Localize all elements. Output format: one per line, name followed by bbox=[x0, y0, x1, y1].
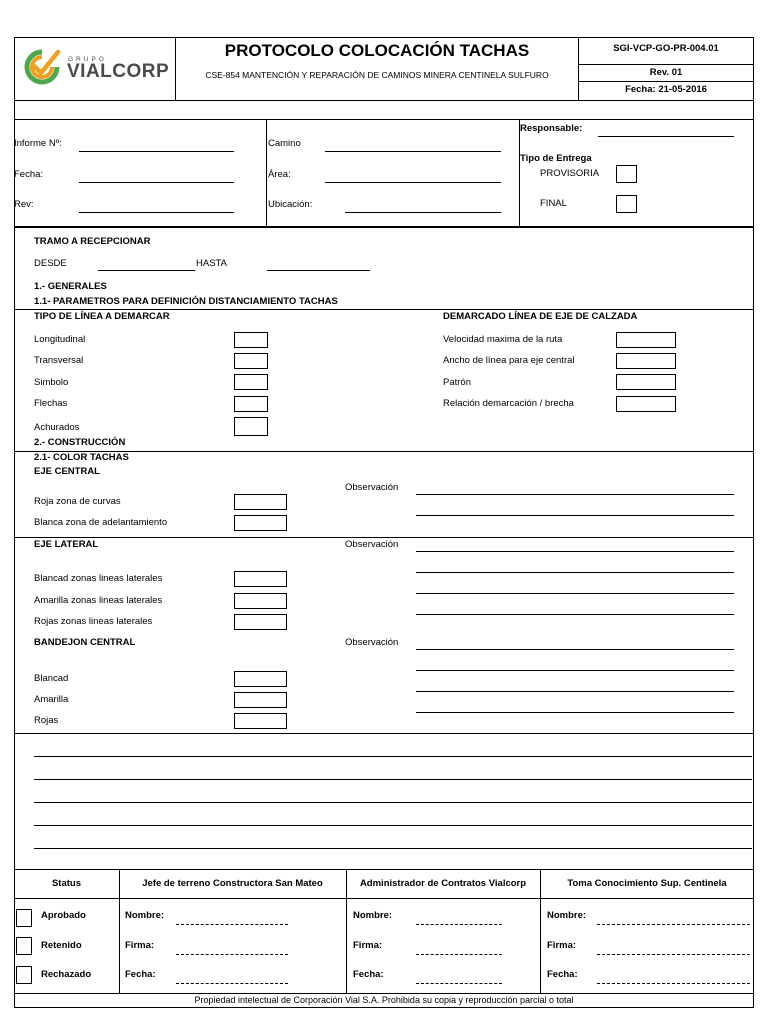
eje-lateral-item: Rojas zonas lineas laterales bbox=[34, 616, 153, 627]
observacion-line[interactable] bbox=[416, 691, 734, 692]
provisoria-label: PROVISORIA bbox=[540, 168, 600, 179]
footer-text: Propiedad intelectual de Corporación Vial S.A. Prohibida su copia y reproducción parcial o total bbox=[194, 995, 574, 1005]
notes-line[interactable] bbox=[34, 848, 752, 849]
notes-line[interactable] bbox=[34, 779, 752, 780]
patron-box[interactable] bbox=[616, 374, 676, 390]
generales-heading: 1.- GENERALES bbox=[34, 281, 107, 292]
camino-label: Camino bbox=[268, 138, 301, 149]
toma-conocimiento-heading: Toma Conocimiento Sup. Centinela bbox=[567, 878, 727, 889]
col3-firma-label: Firma: bbox=[547, 940, 577, 951]
rojas-laterales-box[interactable] bbox=[234, 614, 287, 630]
col1-fecha-label: Fecha: bbox=[125, 969, 156, 980]
col3-nombre-field[interactable] bbox=[597, 924, 750, 925]
rojas-bandejon-box[interactable] bbox=[234, 713, 287, 729]
col1-fecha-field[interactable] bbox=[176, 983, 288, 984]
status-rechazado: Rechazado bbox=[41, 969, 92, 980]
col2-firma-field[interactable] bbox=[416, 954, 502, 955]
tipo-entrega-label: Tipo de Entrega bbox=[520, 153, 592, 164]
col1-nombre-label: Nombre: bbox=[125, 910, 165, 921]
spacer-band bbox=[14, 100, 754, 120]
tipo-linea-item: Transversal bbox=[34, 355, 84, 366]
flechas-box[interactable] bbox=[234, 396, 268, 412]
retenido-checkbox[interactable] bbox=[16, 937, 32, 955]
amarilla-laterales-box[interactable] bbox=[234, 593, 287, 609]
page-title: PROTOCOLO COLOCACIÓN TACHAS bbox=[224, 41, 530, 60]
eje-lateral-item: Blancad zonas lineas laterales bbox=[34, 573, 163, 584]
achurados-box[interactable] bbox=[234, 417, 268, 436]
blanca-laterales-box[interactable] bbox=[234, 571, 287, 587]
final-label: FINAL bbox=[540, 198, 567, 209]
blanca-bandejon-box[interactable] bbox=[234, 671, 287, 687]
final-checkbox[interactable] bbox=[616, 195, 637, 213]
administrador-heading: Administrador de Contratos Vialcorp bbox=[359, 878, 527, 889]
blanca-adelantamiento-box[interactable] bbox=[234, 515, 287, 531]
notes-line[interactable] bbox=[34, 756, 752, 757]
signatures-header-rule bbox=[14, 898, 754, 899]
observacion-line[interactable] bbox=[416, 494, 734, 495]
hasta-label: HASTA bbox=[196, 258, 227, 269]
logo-check-icon bbox=[22, 46, 62, 88]
amarilla-bandejon-box[interactable] bbox=[234, 692, 287, 708]
eje-lateral-section bbox=[14, 537, 754, 734]
document-code: SGI-VCP-GO-PR-004.01 bbox=[613, 43, 719, 54]
jefe-terreno-heading: Jefe de terreno Constructora San Mateo bbox=[142, 878, 323, 889]
col3-firma-field[interactable] bbox=[597, 954, 750, 955]
camino-field[interactable] bbox=[325, 151, 501, 152]
tipo-linea-item: Simbolo bbox=[34, 377, 69, 388]
roja-curvas-box[interactable] bbox=[234, 494, 287, 510]
bandejon-item: Amarilla bbox=[34, 694, 69, 705]
fecha-field[interactable] bbox=[79, 182, 234, 183]
bandejon-item: Blancad bbox=[34, 673, 69, 684]
longitudinal-box[interactable] bbox=[234, 332, 268, 348]
desde-field[interactable] bbox=[98, 270, 195, 271]
demarcado-title: DEMARCADO LÍNEA DE EJE DE CALZADA bbox=[443, 311, 638, 322]
page-subtitle: CSE-854 MANTENCIÓN Y REPARACIÓN DE CAMINOS MINERA CENTINELA SULFURO bbox=[205, 70, 549, 80]
status-aprobado: Aprobado bbox=[41, 910, 86, 921]
info-divider-2 bbox=[519, 119, 520, 227]
col3-fecha-label: Fecha: bbox=[547, 969, 578, 980]
parametros-rule bbox=[14, 309, 754, 310]
rechazado-checkbox[interactable] bbox=[16, 966, 32, 984]
status-heading: Status bbox=[51, 878, 82, 889]
tipo-linea-item: Achurados bbox=[34, 422, 80, 433]
rev-label: Rev: bbox=[14, 199, 34, 210]
observacion-line[interactable] bbox=[416, 712, 734, 713]
col2-nombre-label: Nombre: bbox=[353, 910, 393, 921]
col2-fecha-field[interactable] bbox=[416, 983, 502, 984]
ubicacion-field[interactable] bbox=[345, 212, 501, 213]
velocidad-box[interactable] bbox=[616, 332, 676, 348]
observacion-label: Observación bbox=[345, 637, 399, 648]
ubicacion-label: Ubicación: bbox=[268, 199, 313, 210]
col1-firma-label: Firma: bbox=[125, 940, 155, 951]
area-field[interactable] bbox=[325, 182, 501, 183]
tipo-linea-item: Flechas bbox=[34, 398, 68, 409]
revision: Rev. 01 bbox=[649, 67, 683, 78]
company-logo bbox=[20, 44, 172, 92]
informe-label: Informe Nº: bbox=[14, 138, 62, 149]
observacion-line[interactable] bbox=[416, 551, 734, 552]
hasta-field[interactable] bbox=[267, 270, 370, 271]
color-tachas-heading: 2.1- COLOR TACHAS bbox=[34, 452, 129, 463]
observacion-line[interactable] bbox=[416, 572, 734, 573]
col1-nombre-field[interactable] bbox=[176, 924, 288, 925]
observacion-line[interactable] bbox=[416, 515, 734, 516]
eje-central-item: Roja zona de curvas bbox=[34, 496, 121, 507]
area-label: Área: bbox=[268, 169, 291, 180]
eje-lateral-item: Amarilla zonas lineas laterales bbox=[34, 595, 163, 606]
responsable-label: Responsable: bbox=[520, 123, 583, 134]
status-retenido: Retenido bbox=[41, 940, 82, 951]
notes-line[interactable] bbox=[34, 825, 752, 826]
responsable-field[interactable] bbox=[598, 136, 734, 137]
ancho-linea-box[interactable] bbox=[616, 353, 676, 369]
demarcado-item: Patrón bbox=[443, 377, 471, 388]
observacion-line[interactable] bbox=[416, 593, 734, 594]
tipo-linea-item: Longitudinal bbox=[34, 334, 86, 345]
revision-date: Fecha: 21-05-2016 bbox=[625, 84, 707, 95]
col1-firma-field[interactable] bbox=[176, 954, 288, 955]
tramo-title: TRAMO A RECEPCIONAR bbox=[34, 236, 151, 247]
construccion-heading: 2.- CONSTRUCCIÓN bbox=[34, 437, 126, 448]
demarcado-item: Velocidad maxima de la ruta bbox=[443, 334, 563, 345]
tipo-linea-title: TIPO DE LÍNEA A DEMARCAR bbox=[34, 311, 170, 322]
fecha-label: Fecha: bbox=[14, 169, 44, 180]
informe-field[interactable] bbox=[79, 151, 234, 152]
col2-fecha-label: Fecha: bbox=[353, 969, 384, 980]
observacion-line[interactable] bbox=[416, 614, 734, 615]
rev-field[interactable] bbox=[79, 212, 234, 213]
observacion-line[interactable] bbox=[416, 670, 734, 671]
observacion-label: Observación bbox=[345, 539, 399, 550]
bandejon-heading: BANDEJON CENTRAL bbox=[34, 637, 136, 648]
logo-main-text: VIALCORP bbox=[67, 61, 170, 82]
eje-lateral-heading: EJE LATERAL bbox=[34, 539, 99, 550]
aprobado-checkbox[interactable] bbox=[16, 909, 32, 927]
eje-central-item: Blanca zona de adelantamiento bbox=[34, 517, 168, 528]
col2-firma-label: Firma: bbox=[353, 940, 383, 951]
bandejon-item: Rojas bbox=[34, 715, 59, 726]
simbolo-box[interactable] bbox=[234, 374, 268, 390]
parametros-heading: 1.1- PARAMETROS PARA DEFINICIÓN DISTANCIAMIENTO TACHAS bbox=[34, 296, 338, 307]
col3-nombre-label: Nombre: bbox=[547, 910, 587, 921]
observacion-line[interactable] bbox=[416, 649, 734, 650]
transversal-box[interactable] bbox=[234, 353, 268, 369]
logo-top-text: GRUPO bbox=[68, 56, 107, 63]
header-rule-1 bbox=[578, 64, 754, 65]
demarcado-item: Relación demarcación / brecha bbox=[443, 398, 574, 409]
col2-nombre-field[interactable] bbox=[416, 924, 502, 925]
desde-label: DESDE bbox=[34, 258, 67, 269]
info-divider-1 bbox=[266, 119, 267, 227]
provisoria-checkbox[interactable] bbox=[616, 165, 637, 183]
demarcado-item: Ancho de línea para eje central bbox=[443, 355, 575, 366]
eje-central-heading: EJE CENTRAL bbox=[34, 466, 100, 477]
col3-fecha-field[interactable] bbox=[597, 983, 750, 984]
observacion-label: Observación bbox=[345, 482, 399, 493]
header-rule-2 bbox=[578, 81, 754, 82]
relacion-box[interactable] bbox=[616, 396, 676, 412]
notes-line[interactable] bbox=[34, 802, 752, 803]
